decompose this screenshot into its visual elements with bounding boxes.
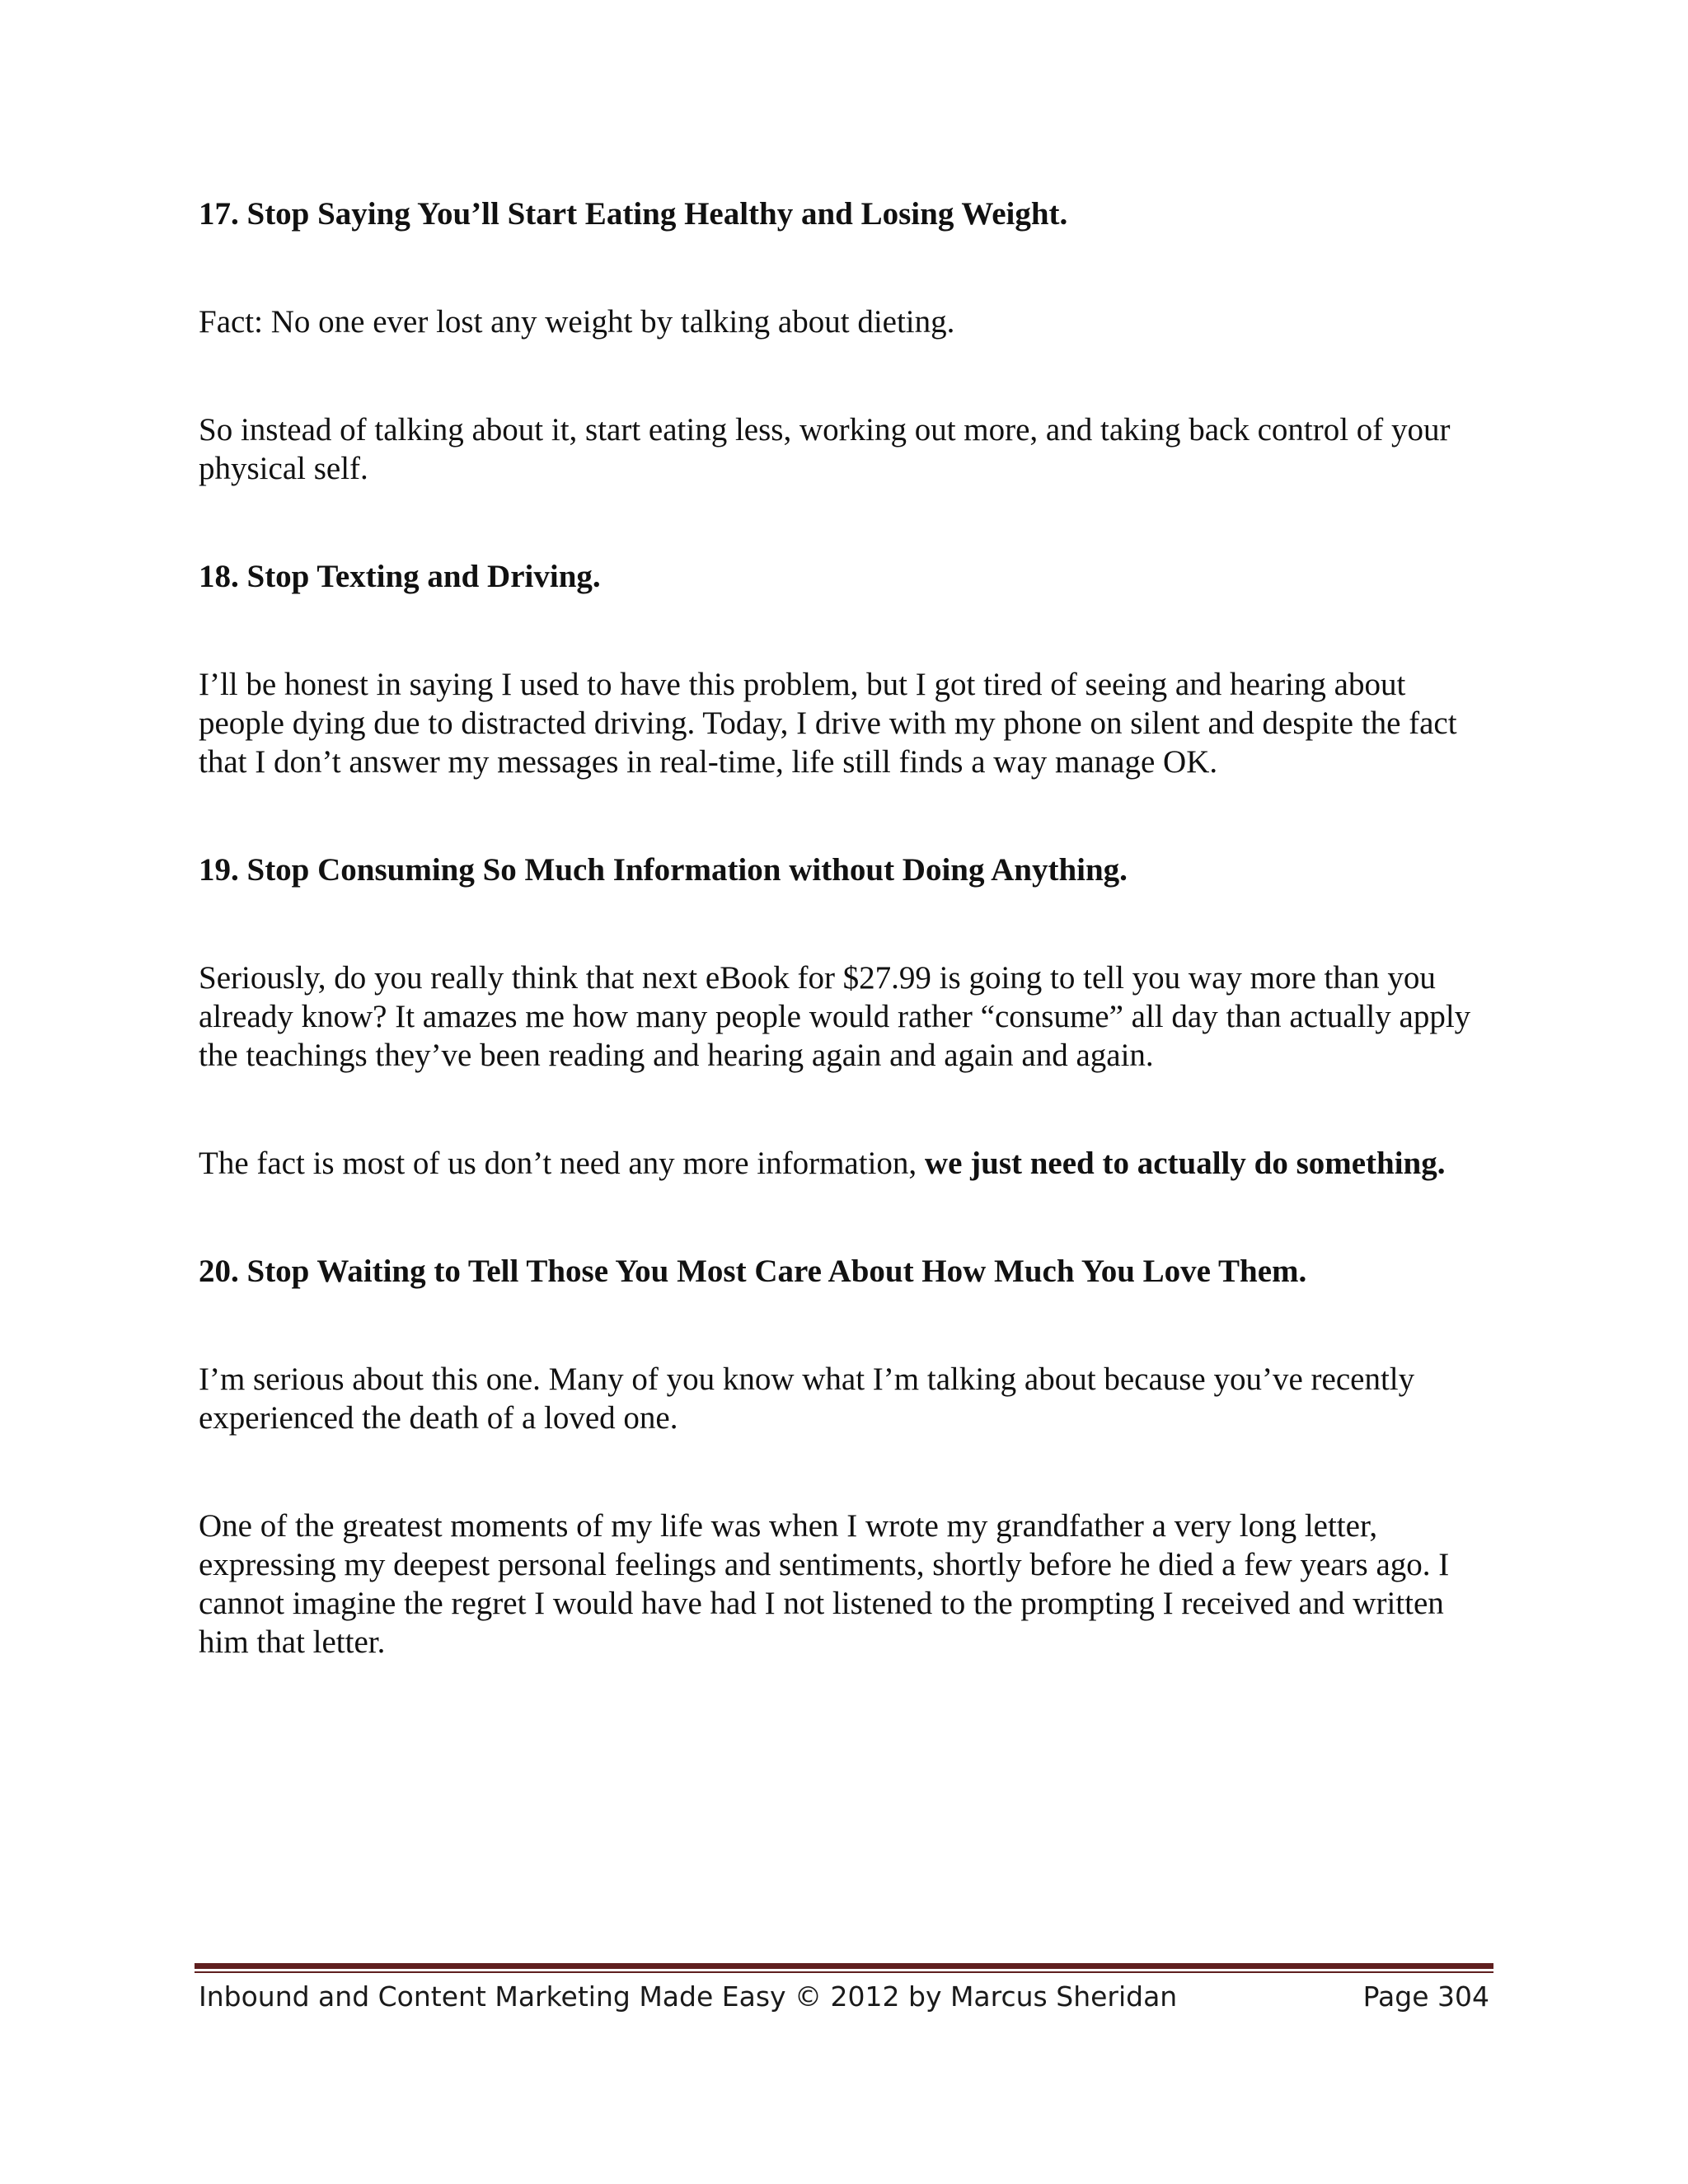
footer-rule-thin bbox=[195, 1971, 1493, 1973]
section-heading-17: 17. Stop Saying You’ll Start Eating Healthy and Losing Weight. bbox=[199, 196, 1068, 232]
footer-copyright: Inbound and Content Marketing Made Easy © 2012 by Marcus Sheridan bbox=[199, 1980, 1178, 2013]
section-heading-19: 19. Stop Consuming So Much Information without Doing Anything. bbox=[199, 852, 1128, 888]
paragraph-bold-text: we just need to actually do something. bbox=[924, 1146, 1446, 1181]
section-17-paragraph-1: Fact: No one ever lost any weight by talking about dieting. bbox=[199, 304, 955, 340]
section-20-paragraph-1: I’m serious about this one. Many of you know what I’m talking about because you’ve recently experienced the death of a loved one. bbox=[199, 1361, 1415, 1436]
section-17-paragraph-2: So instead of talking about it, start eating less, working out more, and taking back control of your physical self. bbox=[199, 412, 1451, 486]
page-content bbox=[199, 194, 1493, 1661]
page-footer bbox=[199, 1978, 1489, 2016]
section-heading-20: 20. Stop Waiting to Tell Those You Most Care About How Much You Love Them. bbox=[199, 1254, 1307, 1289]
paragraph-plain-text: The fact is most of us don’t need any more information, bbox=[199, 1146, 925, 1181]
footer-page-number: Page 304 bbox=[1362, 1980, 1489, 2013]
section-20-paragraph-2: One of the greatest moments of my life was when I wrote my grandfather a very long letter, expressing my deepest personal feelings and sentiments, shortly before he died a few years ago. I cannot imagine the regret I would have had I not listened to the prompting I received and written him that letter. bbox=[199, 1508, 1450, 1660]
section-19-paragraph-1: Seriously, do you really think that next eBook for $27.99 is going to tell you way more than you already know? It amazes me how many people would rather “consume” all day than actually apply the teachings they’ve been reading and hearing again and again and again. bbox=[199, 960, 1471, 1073]
footer-rule bbox=[195, 1963, 1493, 1969]
section-18-paragraph-1: I’ll be honest in saying I used to have this problem, but I got tired of seeing and hearing about people dying due to distracted driving. Today, I drive with my phone on silent and despite the fact that I don’t answer my messages in real-time, life still finds a way manage OK. bbox=[199, 667, 1457, 780]
section-19-paragraph-2 bbox=[199, 1144, 1493, 1183]
section-heading-18: 18. Stop Texting and Driving. bbox=[199, 559, 601, 594]
